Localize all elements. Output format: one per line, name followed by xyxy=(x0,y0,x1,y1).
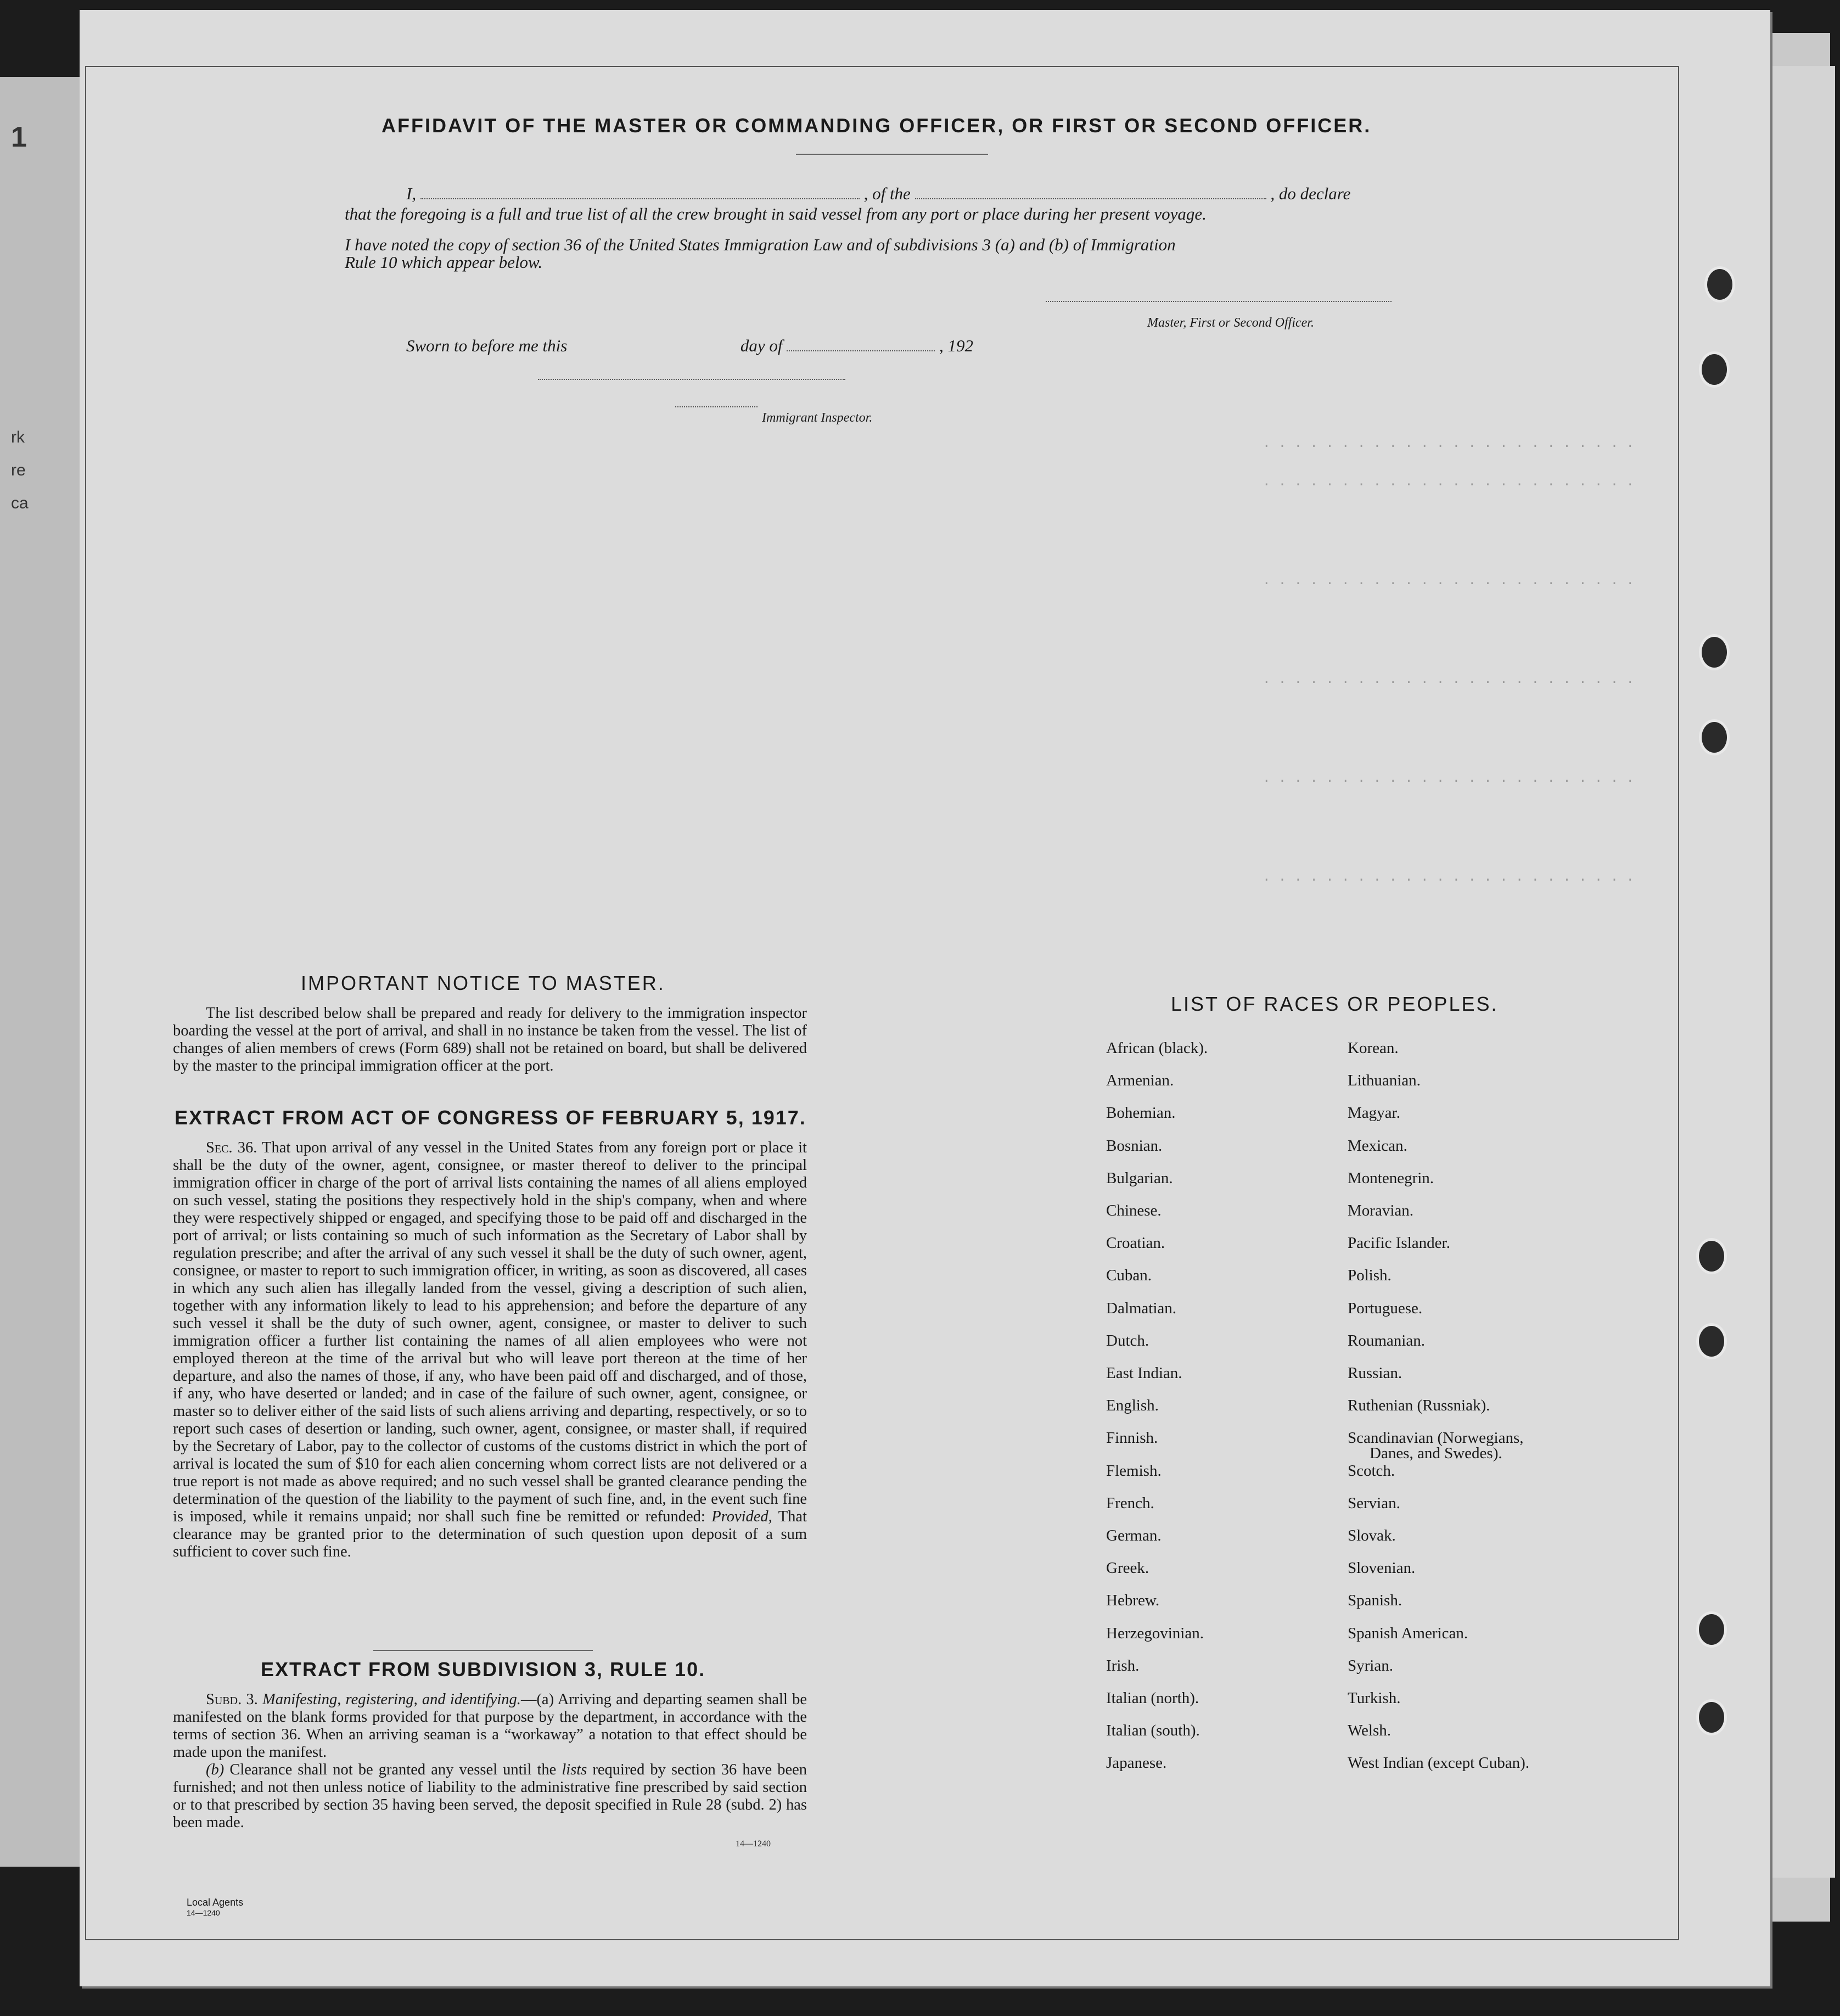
bleed-through-text: · · · · · · · · · · · · · · · · · · · · · · · · xyxy=(1263,478,1634,492)
race-item: Montenegrin. xyxy=(1348,1169,1434,1187)
vessel-field[interactable] xyxy=(915,198,1266,199)
margin-fragment: rk xyxy=(11,428,25,446)
rule-heading: EXTRACT FROM SUBDIVISION 3, RULE 10. xyxy=(261,1658,706,1681)
race-item: Danes, and Swedes). xyxy=(1370,1444,1502,1463)
master-signature-field[interactable] xyxy=(1046,301,1392,302)
race-item: Russian. xyxy=(1348,1364,1403,1382)
act-text: That upon arrival of any vessel in the United States from any foreign port or place it shall be the duty of the owner, agent, consignee, or master thereof to deliver to the principal immigration officer in charge of the port of arrival lists containing the names of all aliens employed on such vessel, stating the positions they respectively hold in the ship's company, when and where they were respectively shipped or engaged, and specifying those to be paid off and discharged in the port of arrival; or lists containing so much of such information as the Secretary of Labor shall by regulation prescribe; and after the arrival of any such vessel it shall be the duty of such owner, agent, consignee, or master to report to such immigration officer, in writing, as soon as discovered, all cases in which any such alien has illegally landed from the vessel, giving a description of such alien, together with any information likely to lead to his apprehension; and before the departure of any such vessel it shall be the duty of such owner, agent, consignee, or master to deliver to such immigration officer a further list containing the names of all alien employees who were not employed thereon at the time of the arrival but who will leave port thereon at the time of her departure, and also the names of those, if any, who have been paid off and discharged, and of those, if any, who have deserted or landed; and in case of the failure of such owner, agent, consignee, or master so to deliver either of the said lists of such aliens arriving and departing, respectively, or so to report such cases of desertion or landing, such owner, agent, consignee, or master shall, if required by the Secretary of Labor, pay to the collector of customs of the customs district in which the port of arrival is located the sum of $10 for each alien concerning whom correct lists are not delivered or a true report is not made as above required; and no such vessel shall be granted clearance pending the determination of the question of the liability to the payment of such fine, and, in the event such fine is imposed, while it remains unpaid; nor shall such fine be remitted or refunded: xyxy=(173,1139,807,1525)
race-item: Servian. xyxy=(1348,1494,1400,1512)
margin-fragment: ca xyxy=(11,494,29,512)
inspector-signature-field-2[interactable] xyxy=(675,406,758,407)
signature-caption: Master, First or Second Officer. xyxy=(1147,316,1314,330)
punch-hole xyxy=(1699,719,1730,755)
race-item: Bohemian. xyxy=(1106,1104,1176,1122)
footer-form-number: 14—1240 xyxy=(187,1908,220,1917)
bleed-through-text: · · · · · · · · · · · · · · · · · · · · · · · · xyxy=(1263,873,1634,888)
notice-body xyxy=(173,1005,807,1075)
notice-heading: IMPORTANT NOTICE TO MASTER. xyxy=(301,972,665,994)
punch-hole xyxy=(1699,634,1730,670)
race-item: Herzegovinian. xyxy=(1106,1624,1204,1642)
race-item: Korean. xyxy=(1348,1039,1399,1057)
act-text-end: That clearance may be granted prior to the determination of such question upon deposit of a sum sufficient to cover such fine. xyxy=(173,1508,807,1560)
subdivision-a-text: —(a) Arriving and departing seamen shall be manifested on the blank forms provided for that purpose by the department, in accordance with the terms of section 36. When an arriving seaman is a “workaway” a notation to that effect should be made upon the manifest. xyxy=(173,1691,807,1761)
inspector-signature-field[interactable] xyxy=(538,379,845,380)
race-item: Greek. xyxy=(1106,1559,1149,1577)
notice-paragraph: The list described below shall be prepared and ready for delivery to the immigration inspector boarding the vessel at the port of arrival, and shall in no instance be taken from the vessel. The list of changes of alien members of crews (Form 689) shall not be retained on board, but shall be delivered by the master to the principal immigration officer at the port. xyxy=(173,1005,807,1074)
race-item: Hebrew. xyxy=(1106,1592,1160,1610)
margin-fragment: re xyxy=(11,461,26,479)
race-item: Bulgarian. xyxy=(1106,1169,1173,1187)
affidavit-line-1 xyxy=(406,184,1350,204)
race-item: Scotch. xyxy=(1348,1461,1395,1480)
title-rule xyxy=(796,154,988,155)
race-item: Syrian. xyxy=(1348,1656,1393,1675)
race-item: Spanish. xyxy=(1348,1592,1403,1610)
subdivision-label: Subd. 3. xyxy=(206,1691,258,1708)
provided-text: Provided, xyxy=(711,1508,772,1525)
subdivision-b-text: Clearance shall not be granted any vessel until the xyxy=(229,1761,557,1778)
race-item: Finnish. xyxy=(1106,1429,1158,1447)
race-item: Portuguese. xyxy=(1348,1299,1423,1317)
race-item: Turkish. xyxy=(1348,1689,1401,1707)
race-item: English. xyxy=(1106,1397,1159,1415)
race-item: Japanese. xyxy=(1106,1754,1167,1772)
race-item: Roumanian. xyxy=(1348,1331,1425,1349)
race-item: Bosnian. xyxy=(1106,1136,1163,1155)
race-item: Cuban. xyxy=(1106,1267,1152,1285)
punch-hole xyxy=(1704,266,1735,303)
bleed-through-text: · · · · · · · · · · · · · · · · · · · · · · · · xyxy=(1263,774,1634,789)
punch-hole xyxy=(1696,1238,1727,1274)
race-item: Slovenian. xyxy=(1348,1559,1416,1577)
affidavit-line-3: I have noted the copy of section 36 of the United States Immigration Law and of subdivisions 3 (a) and (b) of Immigration xyxy=(345,235,1176,254)
affidavit-of-the: , of the xyxy=(863,184,911,203)
punch-hole xyxy=(1696,1699,1727,1735)
act-body xyxy=(173,1139,807,1561)
name-field[interactable] xyxy=(420,198,860,199)
race-item: Polish. xyxy=(1348,1267,1392,1285)
punch-hole xyxy=(1696,1611,1727,1648)
race-item: Flemish. xyxy=(1106,1461,1162,1480)
bleed-through-text: · · · · · · · · · · · · · · · · · · · · · · · · xyxy=(1263,439,1634,454)
local-agents-label: Local Agents xyxy=(187,1897,244,1908)
race-item: German. xyxy=(1106,1527,1162,1544)
rule-body xyxy=(173,1691,807,1832)
race-item: Spanish American. xyxy=(1348,1624,1468,1642)
subdivision-b-label: (b) xyxy=(206,1761,225,1778)
act-heading: EXTRACT FROM ACT OF CONGRESS OF FEBRUARY 5, 1917. xyxy=(175,1106,806,1129)
race-item: African (black). xyxy=(1106,1039,1208,1057)
margin-fragment: 1 xyxy=(11,121,27,153)
race-item: Welsh. xyxy=(1348,1722,1392,1740)
underlying-page-left xyxy=(0,77,86,1867)
sworn-month-field[interactable] xyxy=(787,350,935,351)
race-item: Pacific Islander. xyxy=(1348,1234,1450,1252)
race-item: Lithuanian. xyxy=(1348,1072,1421,1090)
race-item: Magyar. xyxy=(1348,1104,1400,1122)
race-item: Chinese. xyxy=(1106,1202,1162,1219)
race-item: Armenian. xyxy=(1106,1072,1174,1090)
race-item: Italian (north). xyxy=(1106,1689,1199,1707)
affidavit-line-2: that the foregoing is a full and true list of all the crew brought in said vessel from any port or place during her present voyage. xyxy=(345,204,1207,223)
race-item: French. xyxy=(1106,1494,1154,1512)
race-item: Dutch. xyxy=(1106,1331,1149,1349)
rule-form-number: 14—1240 xyxy=(736,1839,771,1849)
lists-text: lists xyxy=(562,1761,587,1778)
punch-hole xyxy=(1696,1323,1727,1359)
bleed-through-text: · · · · · · · · · · · · · · · · · · · · · · · · xyxy=(1263,675,1634,690)
punch-hole xyxy=(1699,351,1730,388)
race-item: Irish. xyxy=(1106,1656,1140,1675)
affidavit-line-4: Rule 10 which appear below. xyxy=(345,253,543,272)
race-item: Dalmatian. xyxy=(1106,1299,1177,1317)
bleed-through-text: · · · · · · · · · · · · · · · · · · · · · · · · xyxy=(1263,576,1634,591)
race-item: Slovak. xyxy=(1348,1527,1396,1544)
act-divider xyxy=(373,1650,593,1651)
affidavit-title: AFFIDAVIT OF THE MASTER OR COMMANDING OFFICER, OR FIRST OR SECOND OFFICER. xyxy=(382,114,1372,137)
race-item: Ruthenian (Russniak). xyxy=(1348,1397,1490,1415)
affidavit-i: I, xyxy=(406,184,417,203)
race-item: East Indian. xyxy=(1106,1364,1182,1382)
races-heading: LIST OF RACES OR PEOPLES. xyxy=(1171,993,1499,1015)
race-item: Mexican. xyxy=(1348,1136,1407,1155)
subdivision-b-text-2: required by section 36 have been furnished; and not then unless notice of liability to the administrative fine prescribed by said section or to that prescribed by section 35 having been served, the deposit specified in Rule 28 (subd. 2) has been made. xyxy=(173,1761,807,1831)
affidavit-do-declare: , do declare xyxy=(1270,184,1351,203)
race-item: Italian (south). xyxy=(1106,1722,1200,1740)
subdivision-title: Manifesting, registering, and identifying. xyxy=(262,1691,521,1708)
day-of-text: day of xyxy=(740,336,783,355)
race-item: Scandinavian (Norwegians, xyxy=(1348,1429,1524,1447)
year-prefix: , 192 xyxy=(939,336,973,355)
race-item: Moravian. xyxy=(1348,1202,1413,1219)
sworn-line xyxy=(406,336,973,356)
section-label: Sec. 36. xyxy=(206,1139,257,1156)
sworn-text: Sworn to before me this xyxy=(406,336,568,355)
race-item: Croatian. xyxy=(1106,1234,1165,1252)
race-item: West Indian (except Cuban). xyxy=(1348,1754,1530,1772)
inspector-caption: Immigrant Inspector. xyxy=(762,411,873,425)
